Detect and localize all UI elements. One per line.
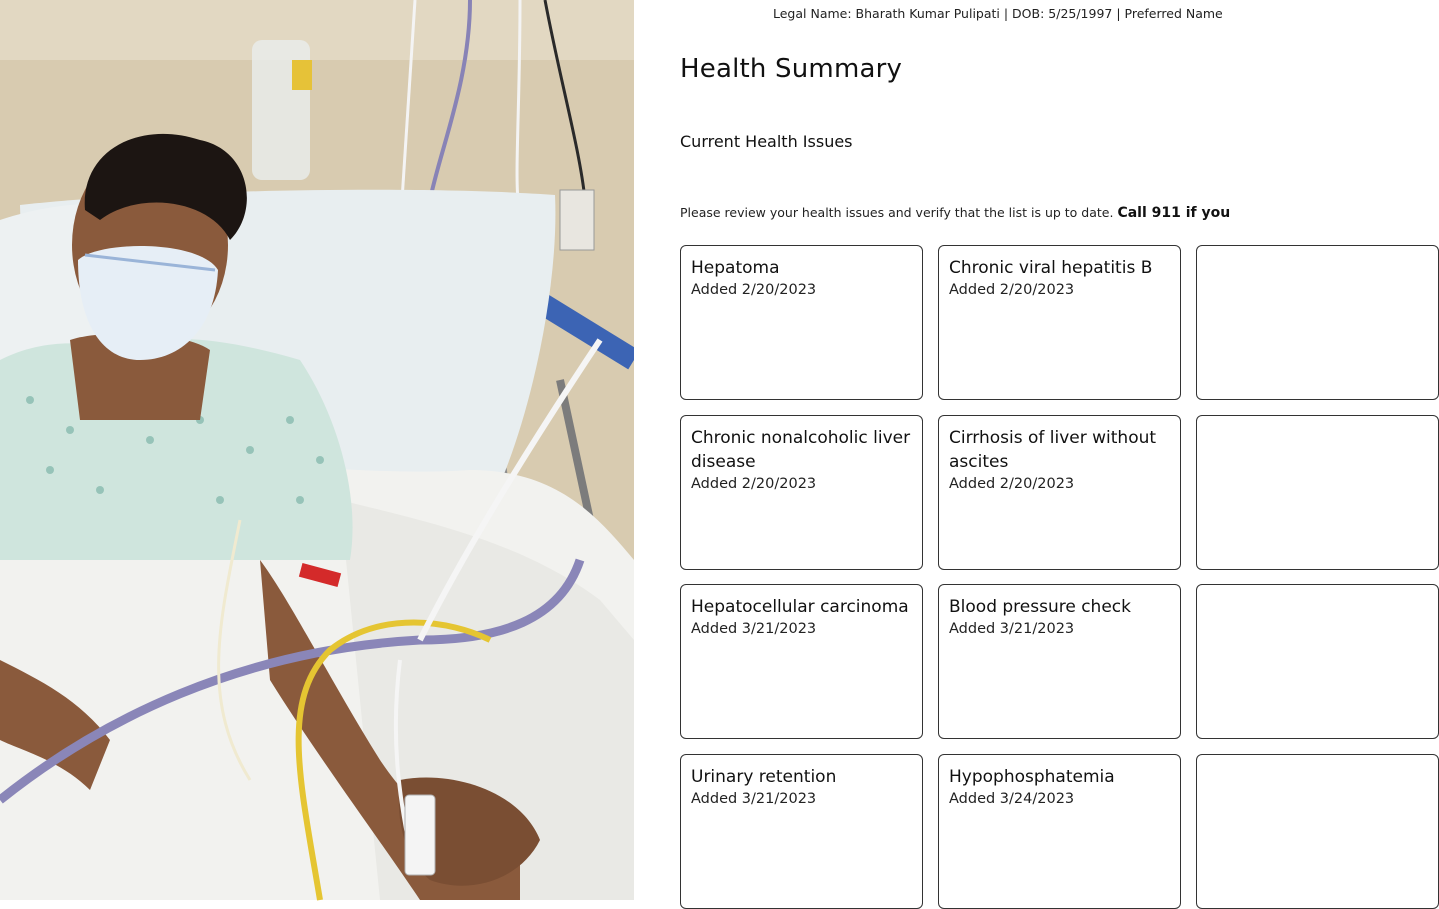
review-notice [680, 205, 1230, 221]
health-issue-added-date: Added 3/21/2023 [691, 791, 817, 807]
health-summary-screenshot [638, 0, 1231, 900]
health-issue-card[interactable] [680, 754, 923, 909]
health-issue-name: Chronic viral hepatitis B [949, 258, 1153, 278]
health-issue-added-date: Added 3/21/2023 [691, 621, 817, 637]
health-issue-card[interactable] [1196, 584, 1439, 739]
health-issue-card[interactable] [938, 245, 1181, 400]
page-title: Health Summary [680, 54, 903, 84]
health-issue-added-date: Added 3/24/2023 [949, 791, 1075, 807]
health-issue-added-date: Added 2/20/2023 [691, 476, 817, 492]
health-issue-card[interactable] [680, 415, 923, 570]
health-issue-added-date: Added 2/20/2023 [691, 282, 817, 298]
patient-legal-name-line: Legal Name: Bharath Kumar Pulipati | DOB: 5/25/1997 | Preferred Name [773, 6, 1223, 21]
review-notice-text: Please review your health issues and verify that the list is up to date. [680, 205, 1118, 220]
health-issue-name: Hepatocellular carcinoma [691, 597, 909, 617]
health-issue-card[interactable] [1196, 754, 1439, 909]
section-title: Current Health Issues [680, 132, 853, 151]
health-issue-card[interactable] [1196, 415, 1439, 570]
health-issue-card[interactable] [938, 415, 1181, 570]
health-issue-name: Urinary retention [691, 767, 837, 787]
health-issue-card[interactable] [680, 245, 923, 400]
health-issue-added-date: Added 2/20/2023 [949, 282, 1075, 298]
patient-photo-illustration [0, 0, 634, 900]
health-issue-card[interactable] [1196, 245, 1439, 400]
health-issue-card[interactable] [938, 754, 1181, 909]
health-issue-name: Cirrhosis of liver without ascites [949, 428, 1157, 472]
health-issue-name: Hypophosphatemia [949, 767, 1115, 787]
review-notice-emergency: Call 911 if you [1117, 205, 1231, 221]
patient-photo [0, 0, 634, 900]
health-issue-added-date: Added 2/20/2023 [949, 476, 1075, 492]
health-issue-card[interactable] [938, 584, 1181, 739]
health-issue-added-date: Added 3/21/2023 [949, 621, 1075, 637]
health-issue-name: Chronic nonalcoholic liver disease [691, 428, 911, 472]
health-issue-name: Blood pressure check [949, 597, 1131, 617]
health-issue-card[interactable] [680, 584, 923, 739]
health-issue-name: Hepatoma [691, 258, 780, 278]
